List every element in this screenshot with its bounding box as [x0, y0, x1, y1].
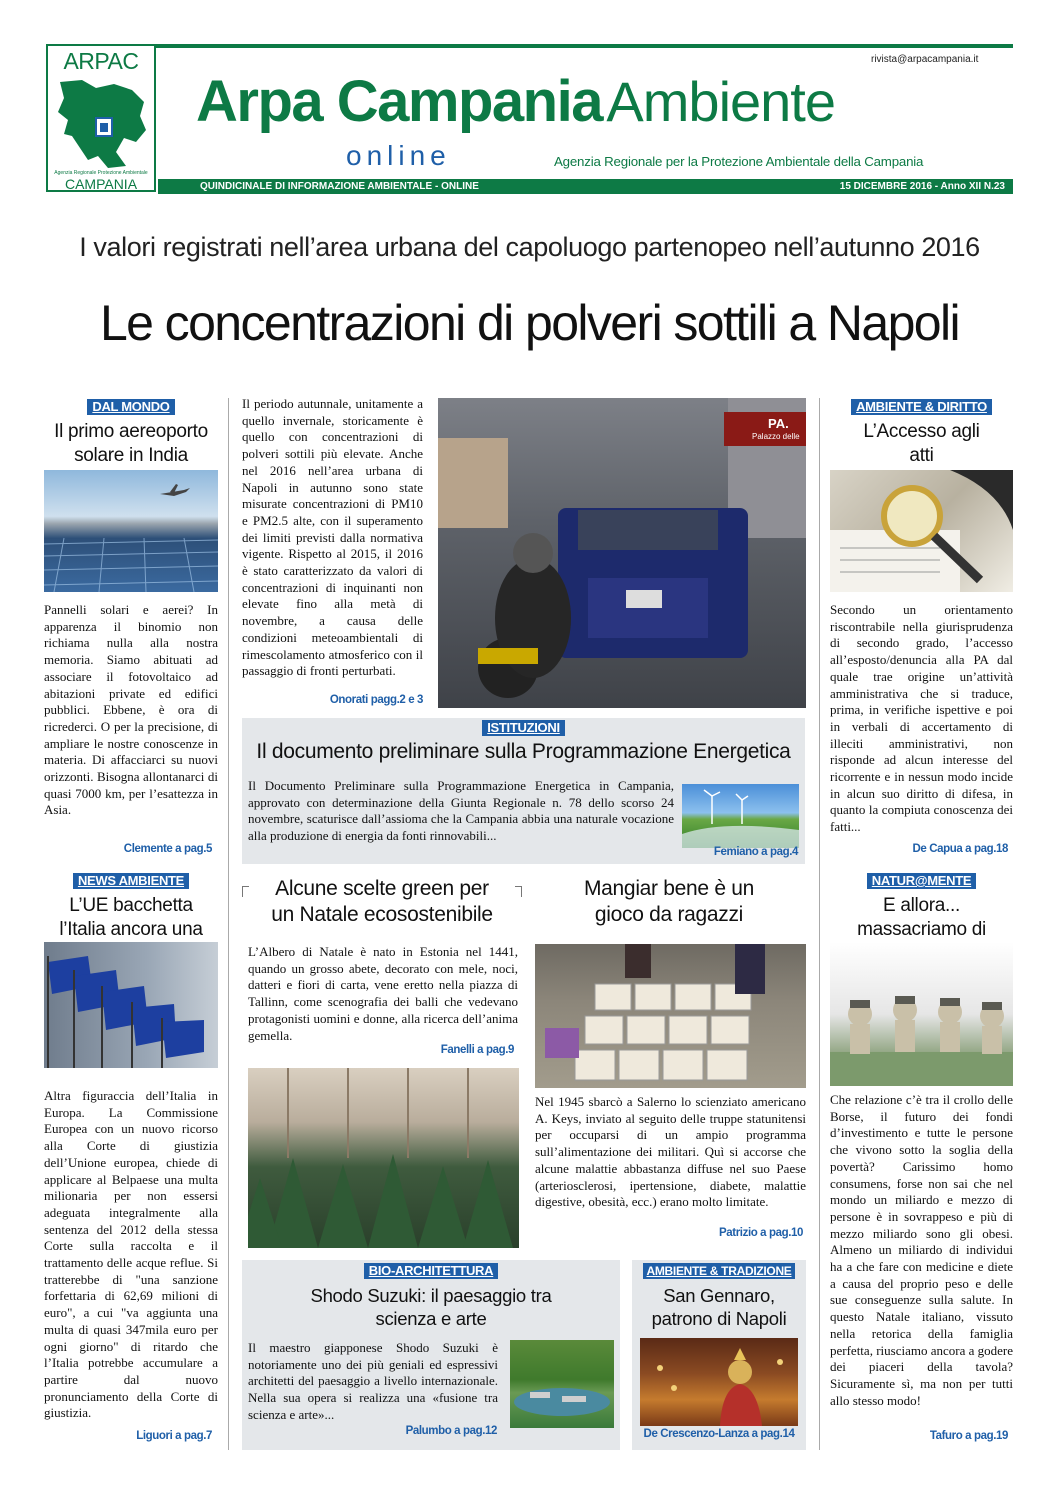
lead-subtitle: I valori registrati nell’area urbana del capoluogo partenopeo nell’autunno 2016 — [79, 232, 980, 262]
naturmente-ref[interactable]: Tafuro a pag.19 — [929, 1430, 1008, 1442]
naturmente-body: Che relazione c’è tra il crollo delle Borse, il futuro dei fondi d’investimento e tutte le persone che vivono sotto la soglia della povertà? Carissimo homo consumens, forse non sai che nel mondo un miliardo e mezzo di persone è in sovrappeso e più di mezzo miliardo sono gli obesi. Almeno un miliardo di individui ha a che fare con medicine e diete a causa del proprio peso e delle sue conseguenze sulla salute. In questo Natale italiano, vissuto nella retorica della famiglia perfetta, riusciamo ancora a godere dei piaceri della tavola? Sicuramente sì, ma non per tutti allo stesso modo! — [830, 1092, 1013, 1408]
natale-section — [242, 876, 522, 928]
diritto-tag: AMBIENTE & DIRITTO — [851, 399, 992, 415]
natale-title: Alcune scelte green per un Natale ecosostenibile — [271, 877, 493, 926]
bio-architettura-box — [242, 1260, 620, 1450]
solar-panels-graphic — [44, 470, 218, 592]
magnifier-photo — [830, 470, 1013, 592]
logo-bottom-text: CAMPANIA — [64, 176, 138, 192]
wind-turbine-graphic — [682, 784, 799, 848]
masthead-title — [196, 68, 835, 135]
masthead-title-accent: Ambiente — [606, 70, 835, 133]
campania-map-icon — [52, 76, 152, 171]
istituzioni-box — [242, 718, 805, 864]
news-ambiente-ref[interactable]: Liguori a pag.7 — [136, 1430, 212, 1442]
logo-top-text: ARPAC — [63, 48, 139, 74]
naturmente-title: E allora... massacriamo di — [857, 895, 986, 940]
column-divider — [228, 398, 229, 1450]
tradizione-tag: AMBIENTE & TRADIZIONE — [643, 1263, 794, 1279]
dal-mondo-section — [44, 398, 218, 468]
garden-graphic — [510, 1340, 614, 1428]
solar-airport-photo — [44, 470, 218, 592]
mangiar-title: Mangiar bene è un gioco da ragazzi — [583, 877, 755, 926]
street-sign-subtext: Palazzo delle — [752, 432, 800, 441]
tradizione-title: San Gennaro, patrono di Napoli — [651, 1285, 787, 1329]
strip-right-text: 15 DICEMBRE 2016 - Anno XII N.23 — [839, 181, 1005, 192]
garden-photo — [510, 1340, 614, 1428]
dal-mondo-tag: DAL MONDO — [87, 399, 174, 415]
lead-ref[interactable]: Onorati pagg.2 e 3 — [329, 694, 423, 706]
board-game-graphic — [535, 944, 806, 1088]
istituzioni-ref[interactable]: Femiano a pag.4 — [713, 846, 798, 858]
strip-left-text: QUINDICINALE DI INFORMAZIONE AMBIENTALE - ONLINE — [200, 181, 479, 192]
soldiers-graphic — [830, 942, 1013, 1086]
eu-flags-photo — [44, 942, 218, 1068]
christmas-trees-photo — [248, 1068, 519, 1248]
logo-small-text: Agenzia Regionale Protezione Ambientale — [54, 170, 148, 176]
istituzioni-title: Il documento preliminare sulla Programmazione Energetica — [256, 740, 791, 763]
tradizione-box — [632, 1260, 806, 1450]
eu-flags-graphic — [44, 942, 218, 1068]
bio-title: Shodo Suzuki: il paesaggio tra scienza e arte — [310, 1285, 552, 1329]
news-ambiente-title: L’UE bacchetta l’Italia ancora una — [59, 895, 203, 940]
masthead-online: online — [346, 140, 451, 171]
toy-soldiers-photo — [830, 942, 1013, 1086]
san-gennaro-photo — [640, 1338, 798, 1426]
lead-headline: Le concentrazioni di polveri sottili a Napoli — [99, 295, 960, 351]
trees-graphic — [248, 1068, 519, 1248]
mangiar-body: Nel 1945 sbarcò a Salerno lo scienziato americano A. Keys, inviato al seguito delle truppe statunitensi per occuparsi di un ampio programma sull’alimentazione dei militari. Quì si accorse che alcune malattie abbastanza diffuse nel suo Paese (arteriosclerosi, ipertensione, diabete, malattie digestive, obesità, ecc.) erano molto limitate. — [535, 1094, 806, 1210]
naples-traffic-photo — [438, 398, 806, 708]
kids-game-photo — [535, 944, 806, 1088]
traffic-graphic — [438, 398, 806, 708]
masthead — [46, 44, 1013, 194]
renewable-energy-photo — [682, 784, 799, 848]
masthead-agency: Agenzia Regionale per la Protezione Ambientale della Campania — [554, 154, 924, 169]
dal-mondo-body: Pannelli solari e aerei? In apparenza il binomio non richiama nulla alla nostra memoria. Siamo abituati ad associare il fotovoltaico ad abitazioni private ed edifici pubblici. Ebbene, è ora di ricrederci. O per la precisione, di ampliare le nostre conoscenze in materia. Di affacciarci su nuovi orizzonti. Bisogna allontanarci di quasi 7000 km, per l’esattezza in Asia. — [44, 602, 218, 818]
diritto-title: L’Accesso agli atti — [863, 421, 980, 466]
column-divider — [819, 398, 820, 1450]
lead-body: Il periodo autunnale, unitamente a quello invernale, storicamente è quello con concentrazioni di polveri sottili più elevate. Anche nel 2016 nell’area urbana di Napoli in autunno sono state misurate concentrazioni di PM10 e PM2.5 alte, con il superamento dei limiti previsti dalla normativa vigente. Rispetto al 2015, il 2016 è stato caratterizzato da valori di concentrazioni di inquinanti non elevate fino alla metà di novembre, a causa delle condizioni meteoambientali di rimescolamento atmosferico con il passaggio di fronti perturbati. — [242, 396, 423, 679]
mangiar-ref[interactable]: Patrizio a pag.10 — [719, 1227, 803, 1239]
dal-mondo-ref[interactable]: Clemente a pag.5 — [123, 843, 212, 855]
dal-mondo-title: Il primo aereoporto solare in India — [54, 421, 208, 466]
bio-tag: BIO-ARCHITETTURA — [364, 1263, 498, 1279]
tradizione-ref[interactable]: De Crescenzo-Lanza a pag.14 — [643, 1428, 795, 1440]
bio-ref[interactable]: Palumbo a pag.12 — [405, 1425, 497, 1437]
masthead-email[interactable]: rivista@arpacampania.it — [871, 54, 979, 65]
news-ambiente-tag: NEWS AMBIENTE — [73, 873, 189, 889]
naturmente-tag: NATUR@MENTE — [867, 873, 976, 889]
natale-ref[interactable]: Fanelli a pag.9 — [440, 1044, 514, 1056]
street-sign-text: PA. — [768, 416, 789, 431]
arpac-logo — [46, 44, 156, 192]
diritto-ref[interactable]: De Capua a pag.18 — [912, 843, 1008, 855]
istituzioni-body: Il Documento Preliminare sulla Programmazione Energetica in Campania, approvato con determinazione della Giunta Regionale n. 78 dello scorso 24 novembre, scaturisce dall’assioma che la Campania abbia una naturale vocazione alla produzione di energia da fonti rinnovabili... — [248, 778, 674, 844]
magnifier-graphic — [830, 470, 1013, 592]
masthead-title-main: Arpa Campania — [196, 69, 602, 134]
istituzioni-tag: ISTITUZIONI — [482, 720, 565, 736]
bio-body: Il maestro giapponese Shodo Suzuki è notoriamente uno dei più geniali ed espressivi architetti del paesaggio a livello internazionale. Nella sua opera si realizza una «fusione tra scienza e arte»... — [248, 1340, 498, 1422]
natale-body: L’Albero di Natale è nato in Estonia nel 1441, quando un grosso abete, decorato con mele, noci, datteri e fiori di carta, vene eretto nella piazza di Tallinn, come scenografia dei balli che vedevano protagonisti uomini e donne, alla ricerca dell’anima gemella. — [248, 944, 518, 1043]
bust-graphic — [640, 1338, 798, 1426]
masthead-strip — [158, 179, 1013, 194]
news-ambiente-body: Altra figuraccia dell’Italia in Europa. La Commissione Europea con un nuovo ricorso alla Corte di giustizia dell’Unione europea, chiede di applicare al Belpaese una multa milionaria per non essersi adeguata integralmente alla sentenza del 2012 della stessa Corte sulla raccolta e il trattamento delle acque reflue. Si tratterebbe di "una sanzione forfettaria di 62,69 milioni di euro", a cui "va aggiunta una multa di quasi 347mila euro per ogni giorno" di ritardo che l’Italia potrebbe accumulare a partire dal nuovo pronunciamento della Corte di giustizia. — [44, 1088, 218, 1421]
diritto-body: Secondo un orientamento riscontrabile nella giurisprudenza di secondo grado, l’accesso all’esposto/denuncia alla PA dal quale trae origine un’attività amministrativa che si traduce, prima, in verifiche ispettive e poi in verbali di accertamento di illeciti amministrativi, non risponde ad alcun interesse del ricorrente e in nessun modo incide in alcun suo diritto di difesa, in quanto la compiuta conoscenza dei fatti... — [830, 602, 1013, 835]
